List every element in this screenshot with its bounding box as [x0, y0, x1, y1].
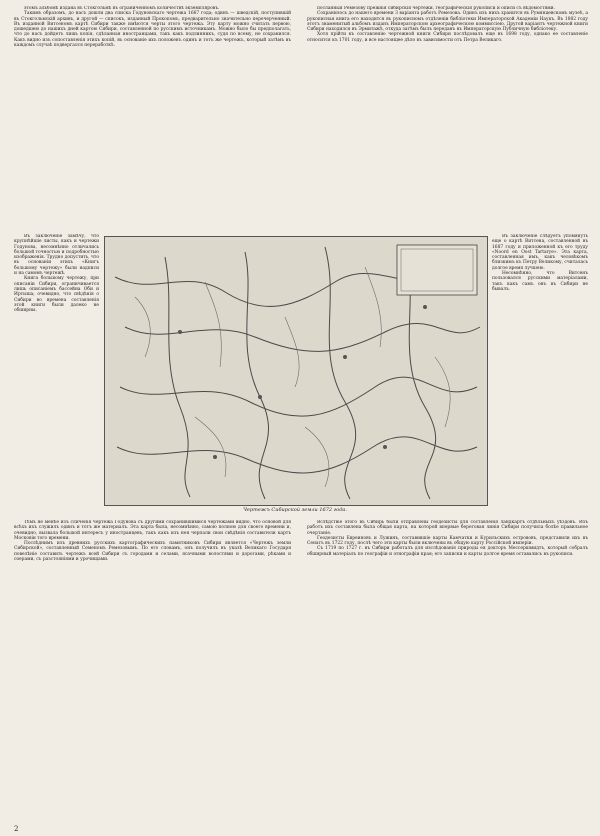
- paragraph: Несомнѣнно, что Витсенъ пользовался русскими матеріалами, такъ какъ самъ онъ въ Сибири не бывалъ.: [492, 271, 588, 292]
- paragraph: Вслѣдствіе этого въ Сибирь были отправлены геодезисты для составленія ландкартъ отдѣльныхъ уѣздовъ. Изъ работъ ихъ составлена была общая карта, на которой впервые береговая линія Сибири получила болѣе правильное очертаніе.: [307, 520, 588, 536]
- map-drawing: [105, 237, 487, 505]
- paragraph: Тѣмъ не менѣе изъ сличенія чертежа Годунова съ другими сохранившимися чертежами видно, что основой для всѣхъ ихъ служилъ одинъ и тотъ же материалъ. Эта карта была, несомнѣнно, самою полною для своего времени и, очевидно, вызвала большой интересъ у иностранцевъ, такъ какъ изъ нея черпали свои свѣдѣнія составители картъ Московіи того времени.: [14, 520, 291, 541]
- text-column-mid-right: [492, 234, 588, 516]
- paragraph: Хотя прійти къ составленію чертежной книги Сибири послѣдовалъ еще въ 1698 году, однако ее составленіе относится къ 1701 году, и все настоящее дѣло въ зависимости отъ Петра Великаго.: [307, 32, 588, 43]
- text-column-right-top: [307, 6, 588, 231]
- paragraph: Въ заключеніе замѣчу, что крупнѣйшіе листы, какъ и чертежи Годунова, несомнѣнно отличались большой точностью и подробностью изображенія. Трудно допустить, что въ основаніи этихъ «Книгъ большому чертежу» были надписи и на самомъ чертежѣ.: [14, 234, 99, 277]
- map-caption: Чертежъ Сибирской земли 1672 года.: [243, 507, 347, 513]
- paragraph: Геодезисты Евреиновъ и Лужинъ, составившіе карты Камчатки и Курильскихъ острововъ, представили ихъ въ Сенатъ въ 1722 году, послѣ чего эти карты были включены въ общую карту Россійской имперіи.: [307, 535, 588, 547]
- paragraph: Книга большому чертежу, при описаніи Сибири, ограничивается лишь описаніемъ бассейна Оби и Иртыша; очевидно, что свѣдѣнія о Сибири во времена составленія этой книги были далеко не обширны.: [14, 276, 99, 314]
- paragraph: Съ 1719 по 1727 г. въ Сибири работалъ для изслѣдованія природы ея докторъ Мессершмидтъ, который собралъ обширный матеріалъ по географіи и этнографіи края; его записки и карты долгое время оставались въ рукописи.: [307, 546, 588, 557]
- paragraph: Такимъ образомъ, до насъ дошли два списка Годуновскаго чертежа 1667 года; одинъ — шведскій, поступившій въ Стокгольмскій архивъ, и другой — списокъ, изданный Прокопомъ, предварительно значительно перечерченный. Въ изданной Витсеномъ картѣ Сибири также имѣются черты этого чертежа. Эту карту можно считать первою, дошедшею до нашихъ дней картою Сибири, составленной по русскимъ источникамъ. Можно было бы предполагать, что до насъ дойдетъ лишь копія, сдѣланная иностранцами, такъ какъ подлинникъ, судя по всему, не сохранился. Какъ видно изъ сопоставленія этихъ копій, въ основаніе ихъ положенъ одинъ и тотъ же чертежъ, который затѣмъ въ каждомъ случаѣ подвергался переработкѣ.: [14, 11, 291, 49]
- paragraph: Послѣднимъ изъ древнихъ русскихъ картографическихъ памятниковъ Сибири является «Чертежъ земли Сибирской», составленный Семеномъ Ремезовымъ. По его словамъ, онъ получилъ въ указѣ Великаго Государя повелѣніе составить чертежъ всей Сибири съ городами и селами, ясачными волостями и дорогами, рѣками и озерами, съ разстояніями и урочищами.: [14, 541, 291, 563]
- text-column-right-bottom: [307, 520, 588, 826]
- text-column-left-bottom: [14, 520, 291, 826]
- paragraph: посланныя Ремезову прежнія сибирскія чертежи, географическія рукописи и описи съ вѣдомостями.: [317, 6, 555, 11]
- paragraph: этомъ альбомѣ издана въ Стокгольмѣ въ ограниченномъ количествѣ экземпляровъ.: [24, 6, 220, 11]
- text-column-left-top: [14, 6, 291, 231]
- page-number: 2: [14, 825, 19, 833]
- paragraph: Сохранилось до нашего времени 3 варіанта работъ Ремезова. Одинъ изъ нихъ хранится въ Румянцевскомъ музеѣ, а рукописная книга его находится въ рукописномъ отдѣленіи библіотеки Императорской Академіи Наукъ. Въ 1882 году этотъ знаменитый альбомъ изданъ Императорскою археографическою коммиссіею. Другой варіантъ чертежной книги Сибири находился въ Эрмитажѣ, откуда затѣмъ былъ переданъ въ Императорскую Публичную библіотеку.: [307, 11, 588, 33]
- map-image: [104, 236, 488, 506]
- text-column-mid-left: [14, 234, 99, 516]
- paragraph: Въ заключеніе слѣдуетъ упомянуть еще о картѣ Витсена, составленной въ 1687 году и приложенной къ его труду «Noord en Oost Tartarye». Эта карта, составленная имъ, какъ человѣкомъ близкимъ къ Петру Великому, считалась долгое время лучшею.: [492, 234, 588, 271]
